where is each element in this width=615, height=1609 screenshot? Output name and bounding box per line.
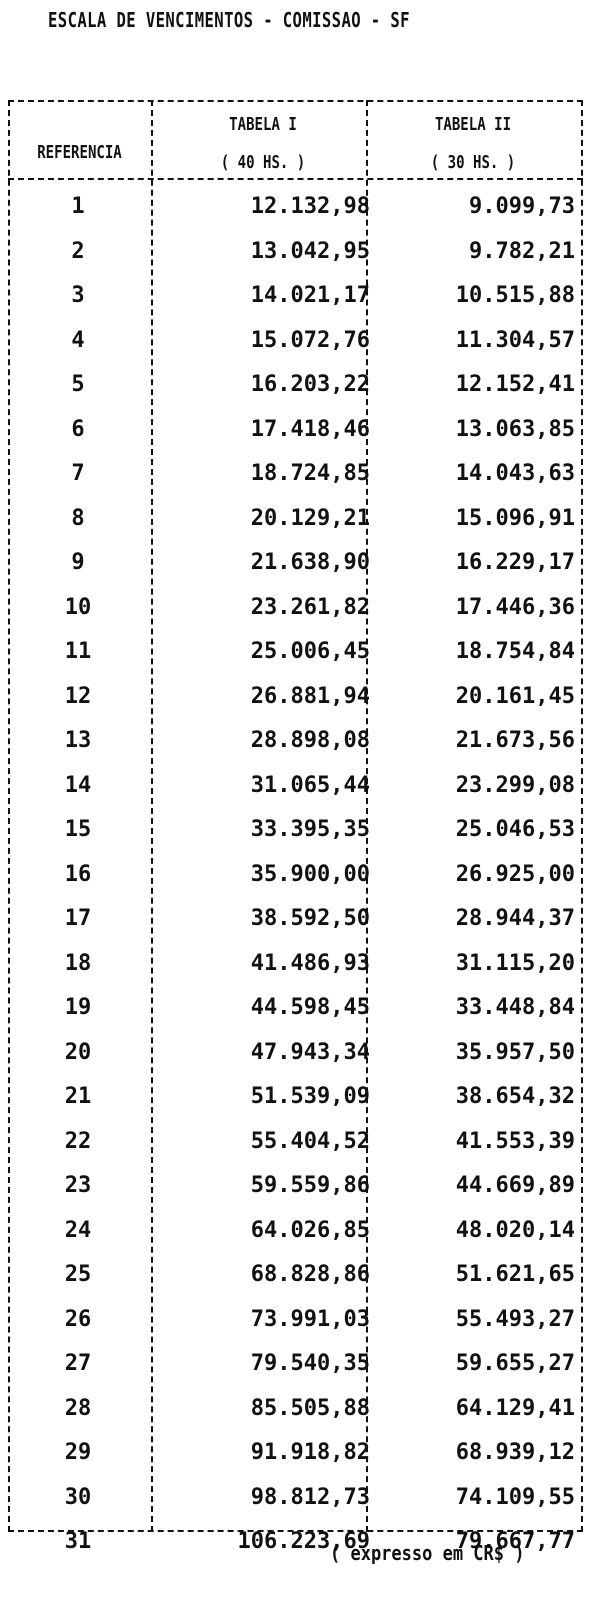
- reference-cell: 9: [71, 550, 85, 575]
- tabela-1-cell: 106.223,69: [237, 1529, 370, 1554]
- tabela-2-cell: 18.754,84: [455, 639, 575, 664]
- table-row: [8, 1299, 583, 1344]
- tabela-1-cell: 51.539,09: [250, 1084, 370, 1109]
- table-row: [8, 898, 583, 943]
- tabela-1-cell: 20.129,21: [250, 505, 370, 531]
- reference-cell: 15: [64, 817, 92, 842]
- table-border-top: [8, 100, 583, 102]
- tabela-1-cell: 85.505,88: [250, 1395, 370, 1421]
- tabela-2-cell: 31.115,20: [455, 950, 575, 976]
- table-row: [8, 631, 583, 676]
- tabela-2-cell: 28.944,37: [455, 906, 575, 931]
- table-row: [8, 1388, 583, 1433]
- reference-cell: 24: [64, 1217, 92, 1243]
- tabela-1-cell: 91.918,82: [250, 1440, 370, 1465]
- header-tabela-1-hours: ( 40 HS. ): [220, 152, 306, 173]
- table-row: [8, 1477, 583, 1522]
- tabela-1-cell: 35.900,00: [250, 861, 370, 887]
- table-row: [8, 542, 583, 587]
- reference-cell: 28: [64, 1395, 92, 1421]
- tabela-1-cell: 47.943,34: [250, 1039, 370, 1065]
- tabela-1-cell: 16.203,22: [250, 372, 370, 397]
- reference-cell: 6: [71, 416, 85, 442]
- document-title: ESCALA DE VENCIMENTOS - COMISSAO - SF: [48, 8, 410, 32]
- tabela-2-cell: 21.673,56: [455, 728, 575, 753]
- reference-cell: 27: [64, 1351, 92, 1376]
- tabela-1-cell: 15.072,76: [250, 327, 370, 353]
- header-tabela-2-hours: ( 30 HS. ): [430, 152, 516, 173]
- reference-cell: 10: [64, 594, 92, 620]
- tabela-2-cell: 48.020,14: [455, 1217, 575, 1243]
- table-row: [8, 765, 583, 810]
- reference-cell: 12: [64, 683, 92, 709]
- tabela-1-cell: 64.026,85: [250, 1217, 370, 1243]
- table-row: [8, 453, 583, 498]
- header-tabela-2: TABELA II: [434, 114, 512, 135]
- tabela-1-cell: 17.418,46: [250, 416, 370, 442]
- table-row: [8, 275, 583, 320]
- table-row: [8, 186, 583, 231]
- tabela-2-cell: 33.448,84: [455, 995, 575, 1020]
- tabela-2-cell: 64.129,41: [455, 1395, 575, 1421]
- tabela-2-cell: 79.667,77: [455, 1529, 575, 1554]
- reference-cell: 3: [71, 283, 85, 308]
- tabela-1-cell: 98.812,73: [250, 1484, 370, 1510]
- table-row: [8, 498, 583, 543]
- header-referencia: REFERENCIA: [37, 142, 122, 163]
- reference-cell: 29: [64, 1440, 92, 1465]
- tabela-1-cell: 18.724,85: [250, 461, 370, 486]
- reference-cell: 18: [64, 950, 92, 976]
- tabela-2-cell: 38.654,32: [455, 1084, 575, 1109]
- tabela-2-cell: 59.655,27: [455, 1351, 575, 1376]
- table-row: [8, 1076, 583, 1121]
- tabela-2-cell: 44.669,89: [455, 1173, 575, 1198]
- tabela-2-cell: 23.299,08: [455, 772, 575, 798]
- tabela-2-cell: 26.925,00: [455, 861, 575, 887]
- table-row: [8, 1032, 583, 1077]
- reference-cell: 22: [64, 1128, 92, 1154]
- tabela-2-cell: 9.099,73: [469, 194, 575, 219]
- tabela-2-cell: 9.782,21: [469, 238, 575, 264]
- table-row: [8, 943, 583, 988]
- table-row: [8, 320, 583, 365]
- tabela-1-cell: 33.395,35: [250, 817, 370, 842]
- currency-note: ( expresso em CR$ ): [330, 1541, 525, 1565]
- reference-cell: 21: [64, 1084, 92, 1109]
- tabela-2-cell: 35.957,50: [455, 1039, 575, 1065]
- tabela-2-cell: 68.939,12: [455, 1440, 575, 1465]
- reference-cell: 19: [64, 995, 92, 1020]
- tabela-1-cell: 13.042,95: [250, 238, 370, 264]
- tabela-2-cell: 11.304,57: [455, 327, 575, 353]
- tabela-2-cell: 51.621,65: [455, 1262, 575, 1287]
- tabela-1-cell: 25.006,45: [250, 639, 370, 664]
- reference-cell: 23: [64, 1173, 92, 1198]
- reference-cell: 31: [64, 1529, 92, 1554]
- reference-cell: 30: [64, 1484, 92, 1510]
- tabela-2-cell: 16.229,17: [455, 550, 575, 575]
- table-body: [8, 186, 583, 1566]
- reference-cell: 13: [64, 728, 92, 753]
- tabela-1-cell: 68.828,86: [250, 1262, 370, 1287]
- tabela-1-cell: 44.598,45: [250, 995, 370, 1020]
- tabela-1-cell: 14.021,17: [250, 283, 370, 308]
- reference-cell: 4: [71, 327, 85, 353]
- reference-cell: 17: [64, 906, 92, 931]
- tabela-1-cell: 55.404,52: [250, 1128, 370, 1154]
- tabela-1-cell: 23.261,82: [250, 594, 370, 620]
- table-row: [8, 987, 583, 1032]
- tabela-1-cell: 73.991,03: [250, 1306, 370, 1332]
- tabela-1-cell: 31.065,44: [250, 772, 370, 798]
- table-row: [8, 1343, 583, 1388]
- table-row: [8, 854, 583, 899]
- header-separator: [8, 178, 583, 180]
- reference-cell: 2: [71, 238, 85, 264]
- tabela-2-cell: 25.046,53: [455, 817, 575, 842]
- reference-cell: 5: [71, 372, 85, 397]
- tabela-2-cell: 15.096,91: [455, 505, 575, 531]
- tabela-1-cell: 28.898,08: [250, 728, 370, 753]
- tabela-2-cell: 13.063,85: [455, 416, 575, 442]
- table-row: [8, 364, 583, 409]
- table-row: [8, 1165, 583, 1210]
- reference-cell: 25: [64, 1262, 92, 1287]
- tabela-1-cell: 59.559,86: [250, 1173, 370, 1198]
- tabela-2-cell: 12.152,41: [455, 372, 575, 397]
- tabela-2-cell: 20.161,45: [455, 683, 575, 709]
- reference-cell: 8: [71, 505, 85, 531]
- table-row: [8, 409, 583, 454]
- tabela-2-cell: 74.109,55: [455, 1484, 575, 1510]
- table-row: [8, 1432, 583, 1477]
- table-row: [8, 1121, 583, 1166]
- reference-cell: 1: [71, 194, 85, 219]
- reference-cell: 7: [71, 461, 85, 486]
- tabela-1-cell: 12.132,98: [250, 194, 370, 219]
- reference-cell: 26: [64, 1306, 92, 1332]
- table-row: [8, 720, 583, 765]
- reference-cell: 16: [64, 861, 92, 887]
- table-row: [8, 1210, 583, 1255]
- table-row: [8, 587, 583, 632]
- reference-cell: 14: [64, 772, 92, 798]
- reference-cell: 20: [64, 1039, 92, 1065]
- table-row: [8, 231, 583, 276]
- tabela-2-cell: 41.553,39: [455, 1128, 575, 1154]
- table-row: [8, 676, 583, 721]
- tabela-2-cell: 14.043,63: [455, 461, 575, 486]
- tabela-1-cell: 79.540,35: [250, 1351, 370, 1376]
- table-row: [8, 1254, 583, 1299]
- table-row: [8, 809, 583, 854]
- tabela-1-cell: 38.592,50: [250, 906, 370, 931]
- tabela-2-cell: 10.515,88: [455, 283, 575, 308]
- tabela-2-cell: 55.493,27: [455, 1306, 575, 1332]
- header-tabela-1: TABELA I: [229, 114, 297, 135]
- tabela-1-cell: 26.881,94: [250, 683, 370, 709]
- reference-cell: 11: [64, 639, 92, 664]
- tabela-2-cell: 17.446,36: [455, 594, 575, 620]
- tabela-1-cell: 21.638,90: [250, 550, 370, 575]
- tabela-1-cell: 41.486,93: [250, 950, 370, 976]
